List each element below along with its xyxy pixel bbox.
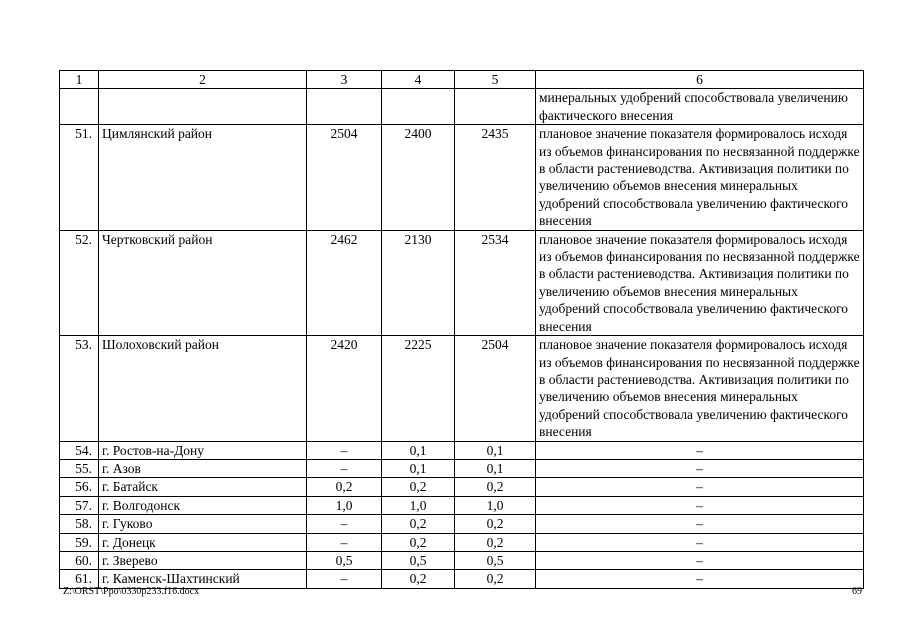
value-col4: 0,2 [382, 478, 455, 496]
note-col6: – [536, 496, 864, 514]
row-number: 55. [60, 459, 99, 477]
value-col4: 0,2 [382, 570, 455, 588]
row-number: 56. [60, 478, 99, 496]
note-col6: – [536, 515, 864, 533]
value-col5: 2504 [455, 336, 536, 441]
header-cell-4: 4 [382, 71, 455, 89]
value-col5: 2435 [455, 125, 536, 230]
district-name: Чертковский район [99, 230, 307, 335]
note-col6: плановое значение показателя формировалось исходя из объемов финансирования по несвязанной поддержке в области растениеводства. Активизация политики по увеличению объемов внесения минеральных удобрений способствовала увеличению фактического внесения [536, 125, 864, 230]
continuation-row [60, 89, 864, 125]
header-cell-1: 1 [60, 71, 99, 89]
table-row [60, 459, 864, 477]
table-row [60, 496, 864, 514]
value-col5: 0,1 [455, 459, 536, 477]
note-col6: – [536, 570, 864, 588]
note-col6: – [536, 441, 864, 459]
value-col3: – [307, 515, 382, 533]
header-row [60, 71, 864, 89]
cont-cell-4 [382, 89, 455, 125]
table-row [60, 441, 864, 459]
cont-cell-3 [307, 89, 382, 125]
footer-page-number: 69 [852, 586, 862, 597]
value-col3: 2504 [307, 125, 382, 230]
district-name: г. Ростов-на-Дону [99, 441, 307, 459]
header-cell-5: 5 [455, 71, 536, 89]
cont-cell-5 [455, 89, 536, 125]
district-name: г. Азов [99, 459, 307, 477]
value-col3: 0,2 [307, 478, 382, 496]
value-col3: 2462 [307, 230, 382, 335]
value-col4: 0,1 [382, 459, 455, 477]
table-row [60, 515, 864, 533]
value-col3: – [307, 441, 382, 459]
value-col3: – [307, 533, 382, 551]
value-col4: 2225 [382, 336, 455, 441]
value-col5: 1,0 [455, 496, 536, 514]
row-number: 57. [60, 496, 99, 514]
district-name: г. Каменск-Шахтинский [99, 570, 307, 588]
district-name: г. Батайск [99, 478, 307, 496]
row-number: 59. [60, 533, 99, 551]
table-row [60, 125, 864, 230]
note-col6: – [536, 459, 864, 477]
value-col5: 0,2 [455, 515, 536, 533]
district-name: Цимлянский район [99, 125, 307, 230]
header-cell-6: 6 [536, 71, 864, 89]
table-row [60, 478, 864, 496]
district-name: г. Волгодонск [99, 496, 307, 514]
row-number: 52. [60, 230, 99, 335]
value-col5: 2534 [455, 230, 536, 335]
value-col4: 1,0 [382, 496, 455, 514]
cont-cell-name [99, 89, 307, 125]
district-name: г. Гуково [99, 515, 307, 533]
value-col5: 0,2 [455, 570, 536, 588]
row-number: 60. [60, 551, 99, 569]
cont-cell-note: минеральных удобрений способствовала увеличению фактического внесения [536, 89, 864, 125]
value-col4: 0,2 [382, 533, 455, 551]
table-row [60, 336, 864, 441]
value-col3: 0,5 [307, 551, 382, 569]
note-col6: плановое значение показателя формировалось исходя из объемов финансирования по несвязанной поддержке в области растениеводства. Активизация политики по увеличению объемов внесения минеральных удобрений способствовала увеличению фактического внесения [536, 336, 864, 441]
value-col4: 2400 [382, 125, 455, 230]
row-number: 54. [60, 441, 99, 459]
cont-cell-num [60, 89, 99, 125]
district-name: г. Зверево [99, 551, 307, 569]
footer-file-path: Z:\ORST\Ppo\0330p233.f16.docx [63, 586, 200, 597]
value-col5: 0,2 [455, 533, 536, 551]
value-col5: 0,2 [455, 478, 536, 496]
value-col3: 2420 [307, 336, 382, 441]
value-col3: 1,0 [307, 496, 382, 514]
value-col3: – [307, 570, 382, 588]
value-col4: 0,5 [382, 551, 455, 569]
row-number: 53. [60, 336, 99, 441]
note-col6: – [536, 478, 864, 496]
table-row [60, 230, 864, 335]
table-row [60, 551, 864, 569]
row-number: 58. [60, 515, 99, 533]
value-col4: 0,1 [382, 441, 455, 459]
value-col4: 0,2 [382, 515, 455, 533]
value-col5: 0,1 [455, 441, 536, 459]
row-number: 61. [60, 570, 99, 588]
district-name: Шолоховский район [99, 336, 307, 441]
value-col5: 0,5 [455, 551, 536, 569]
data-table [59, 70, 864, 589]
note-col6: – [536, 551, 864, 569]
table-row [60, 533, 864, 551]
value-col3: – [307, 459, 382, 477]
row-number: 51. [60, 125, 99, 230]
note-col6: – [536, 533, 864, 551]
note-col6: плановое значение показателя формировалось исходя из объемов финансирования по несвязанной поддержке в области растениеводства. Активизация политики по увеличению объемов внесения минеральных удобрений способствовала увеличению фактического внесения [536, 230, 864, 335]
district-name: г. Донецк [99, 533, 307, 551]
value-col4: 2130 [382, 230, 455, 335]
header-cell-3: 3 [307, 71, 382, 89]
header-cell-2: 2 [99, 71, 307, 89]
